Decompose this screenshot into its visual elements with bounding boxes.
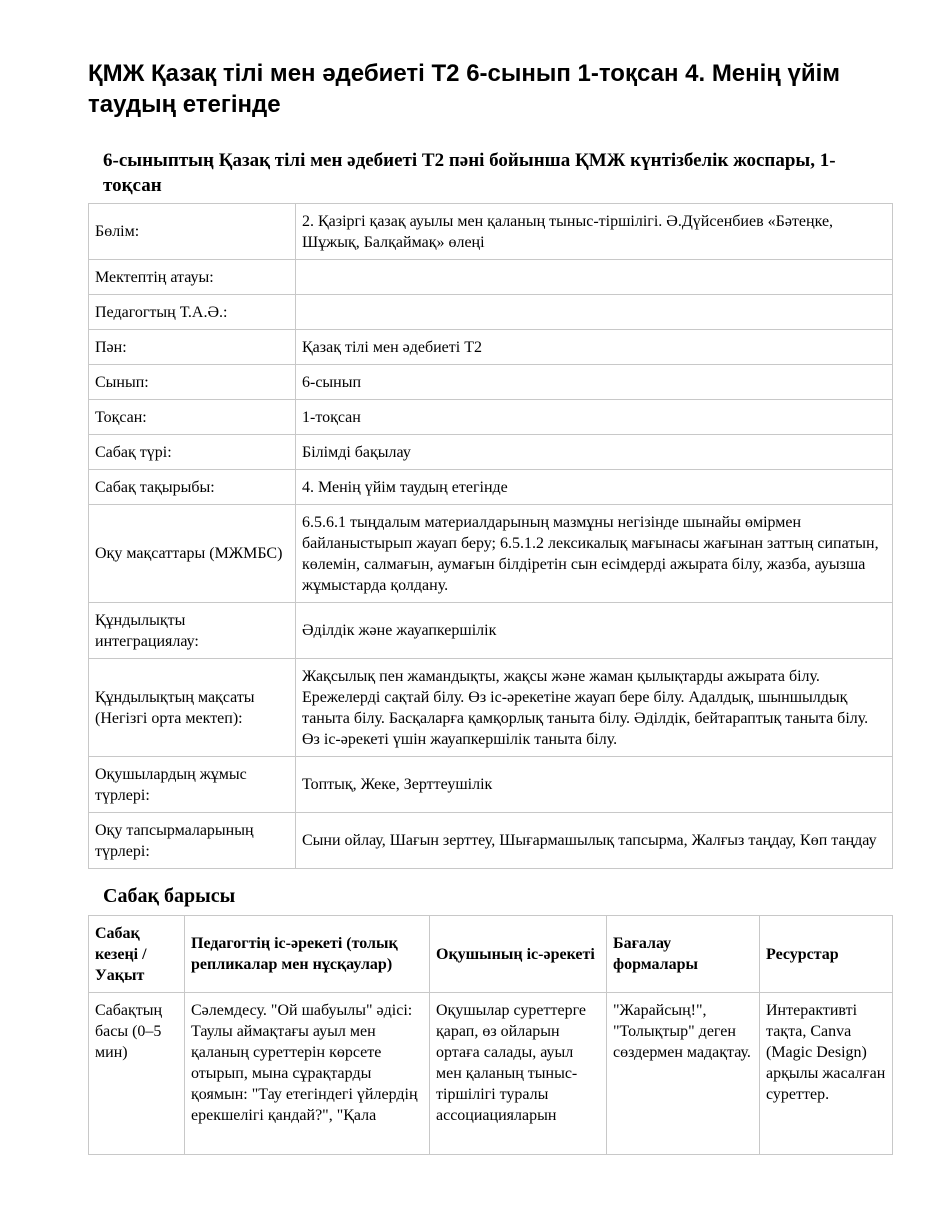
plan-cell-assessment (607, 993, 760, 1155)
info-value: Топтық, Жеке, Зерттеушілік (296, 757, 893, 813)
plan-cell-text: Сәлемдесу. "Ой шабуылы" әдісі: Таулы аймақтағы ауыл мен қаланың суреттерін көрсете отырып, мына сұрақтарды қоямын: "Тау етегіндегі үйлердің ерекшелігі қандай?", "Қала (191, 1002, 418, 1124)
info-label: Мектептің атауы: (89, 260, 296, 295)
info-label: Бөлім: (89, 204, 296, 260)
plan-header-stage: Сабақ кезеңі / Уақыт (89, 916, 185, 993)
plan-cell-teacher (185, 993, 430, 1155)
info-row (89, 470, 893, 505)
info-value: Қазақ тілі мен әдебиеті Т2 (296, 330, 893, 365)
plan-cell-text: Сабақтың басы (0–5 мин) (95, 1002, 163, 1061)
info-value: 6.5.6.1 тыңдалым материалдарының мазмұны негізінде шынайы өмірмен байланыстырып жауап беру; 6.5.1.2 лексикалық мағынасы жағынан заттың сипатын, көлемін, салмағын, аумағын білдіретін сын есімдерді ажырата білу, жазба, ауызша жұмыстарда қолдану. (296, 505, 893, 603)
lesson-info-table (88, 203, 893, 869)
info-label: Пән: (89, 330, 296, 365)
info-row (89, 505, 893, 603)
plan-cell-resources (760, 993, 893, 1155)
section-title: Сабақ барысы (103, 885, 236, 907)
lesson-plan-table (88, 915, 893, 1155)
info-row (89, 659, 893, 757)
plan-header-row (89, 916, 893, 993)
info-value: 1-тоқсан (296, 400, 893, 435)
plan-cell-text: "Жарайсың!", "Толықтыр" деген сөздермен мадақтау. (613, 1002, 751, 1061)
plan-cell-text: Интерактивті тақта, Canva (Magic Design) арқылы жасалған суреттер. (766, 1002, 886, 1103)
info-row (89, 400, 893, 435)
plan-row (89, 993, 893, 1155)
info-label: Құндылықты интеграциялау: (89, 603, 296, 659)
info-label: Оқу мақсаттары (МЖМБС) (89, 505, 296, 603)
info-row (89, 757, 893, 813)
document-subtitle: 6-сыныптың Қазақ тілі мен әдебиеті Т2 пәні бойынша ҚМЖ күнтізбелік жоспары, 1-тоқсан (103, 150, 836, 196)
plan-cell-student (430, 993, 607, 1155)
document-title: ҚМЖ Қазақ тілі мен әдебиеті Т2 6-сынып 1-тоқсан 4. Менің үйім таудың етегінде (88, 60, 841, 118)
plan-header-resources: Ресурстар (760, 916, 893, 993)
plan-header-student: Оқушының іс-әрекеті (430, 916, 607, 993)
info-row (89, 295, 893, 330)
info-label: Оқушылардың жұмыс түрлері: (89, 757, 296, 813)
plan-header-assessment: Бағалау формалары (607, 916, 760, 993)
info-row (89, 204, 893, 260)
info-value: Жақсылық пен жамандықты, жақсы және жаман қылықтарды ажырата білу. Ережелерді сақтай білу. Өз іс-әрекетіне жауап бере білу. Адалдық, шыншылдық таныта білу. Басқаларға қамқорлық таныта білу. Әділдік, бейтараптық таныта білу. Өз іс-әрекеті үшін жауапкершілік таныта білу. (296, 659, 893, 757)
info-label: Тоқсан: (89, 400, 296, 435)
info-row (89, 813, 893, 869)
info-label: Сабақ түрі: (89, 435, 296, 470)
info-value: Әділдік және жауапкершілік (296, 603, 893, 659)
info-value: 6-сынып (296, 365, 893, 400)
info-label: Сабақ тақырыбы: (89, 470, 296, 505)
info-label: Құндылықтың мақсаты (Негізгі орта мектеп): (89, 659, 296, 757)
plan-cell-text: Оқушылар суреттерге қарап, өз ойларын ортаға салады, ауыл мен қаланың тыныс-тіршілігі туралы ассоциацияларын (436, 1002, 587, 1124)
info-value: Сыни ойлау, Шағын зерттеу, Шығармашылық тапсырма, Жалғыз таңдау, Көп таңдау (296, 813, 893, 869)
info-value: 4. Менің үйім таудың етегінде (296, 470, 893, 505)
plan-cell-stage (89, 993, 185, 1155)
info-label: Сынып: (89, 365, 296, 400)
info-row (89, 603, 893, 659)
info-label: Педагогтың Т.А.Ә.: (89, 295, 296, 330)
info-row (89, 365, 893, 400)
info-row (89, 260, 893, 295)
info-label: Оқу тапсырмаларының түрлері: (89, 813, 296, 869)
info-value (296, 260, 893, 295)
info-value: Білімді бақылау (296, 435, 893, 470)
info-row (89, 435, 893, 470)
info-value: 2. Қазіргі қазақ ауылы мен қаланың тыныс-тіршілігі. Ә.Дүйсенбиев «Бәтеңке, Шұжық, Балқаймақ» өлеңі (296, 204, 893, 260)
info-value (296, 295, 893, 330)
info-row (89, 330, 893, 365)
plan-header-teacher: Педагогтің іс-әрекеті (толық репликалар мен нұсқаулар) (185, 916, 430, 993)
